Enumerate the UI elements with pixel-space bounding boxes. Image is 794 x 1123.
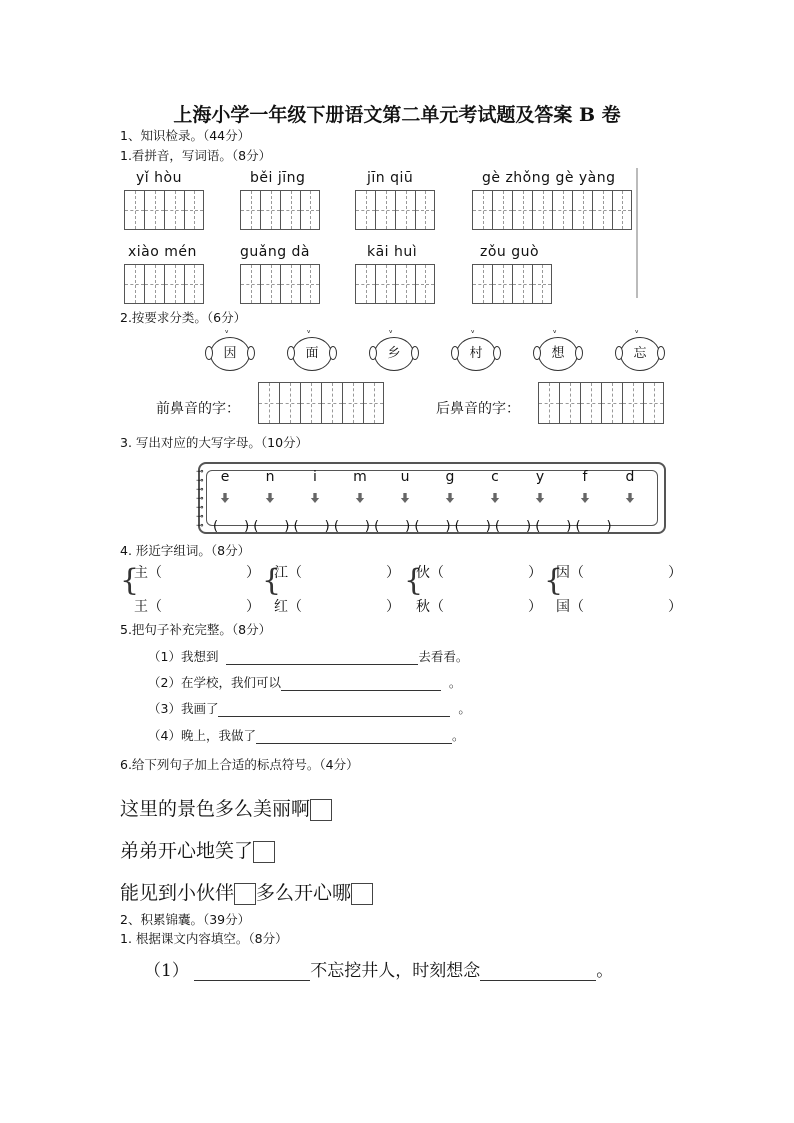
down-arrow-icon [355, 493, 365, 503]
sentence-3: （3）我画了 。 [148, 701, 471, 716]
pair-3b[interactable]: 秋（ ） [416, 599, 542, 615]
pair-1b[interactable]: 王（ ） [134, 599, 260, 615]
punct-box-2[interactable] [253, 841, 275, 863]
punct-box-3[interactable] [234, 883, 256, 905]
punct-sentence-1: 这里的景色多么美丽啊 [120, 794, 332, 821]
q1-heading: 1.看拼音，写词语。（8分） [120, 148, 272, 163]
writing-grid[interactable] [355, 190, 435, 230]
letter-y: y [535, 469, 545, 485]
fill-blank-1[interactable] [194, 962, 310, 981]
word-item-6 [240, 244, 320, 304]
brace-4: { [544, 563, 564, 598]
letter-m: m [353, 469, 367, 485]
pinyin: gè zhǒng gè yàng [482, 170, 616, 186]
letter-board-inner [206, 469, 658, 534]
fill-sentence-1: （1） 不忘挖井人，时刻想念 。 [144, 961, 614, 981]
blank-4[interactable] [256, 729, 452, 744]
char-face-4: ᵛ 村 [456, 337, 496, 371]
writing-grid[interactable] [240, 264, 320, 304]
pinyin: xiào mén [128, 244, 197, 260]
q5-heading: 5.把句子补充完整。（8分） [120, 622, 272, 637]
blank-1[interactable] [226, 650, 418, 665]
pinyin: yǐ hòu [136, 170, 182, 186]
down-arrow-icon [490, 493, 500, 503]
down-arrow-icon [310, 493, 320, 503]
pinyin: zǒu guò [480, 244, 540, 260]
char-face-6: ᵛ 忘 [620, 337, 660, 371]
letter-u: u [400, 469, 410, 485]
pinyin: jīn qiū [367, 170, 414, 186]
brace-1: { [120, 563, 140, 598]
section1-heading: 1、知识检录。（44分） [120, 128, 251, 143]
writing-grid[interactable] [472, 190, 632, 230]
q2-heading: 2.按要求分类。（6分） [120, 310, 247, 325]
back-nasal-label: 后鼻音的字： [436, 401, 520, 417]
pinyin: běi jīng [250, 170, 306, 186]
char-face-1: ᵛ 因 [210, 337, 250, 371]
spiral-binding: ⊸ ⊸ ⊸ ⊸ ⊸ ⊸ ⊸ [196, 467, 204, 531]
letter-f: f [582, 469, 588, 485]
word-item-1 [124, 170, 204, 230]
front-nasal-label: 前鼻音的字： [156, 401, 240, 417]
char-face-5: ᵛ 想 [538, 337, 578, 371]
pinyin: kāi huì [367, 244, 418, 260]
punct-box-1[interactable] [310, 799, 332, 821]
answer-parens[interactable]: ( ) ( ) ( ) ( ) ( ) ( ) ( ) ( ) ( ) ( ) [213, 519, 612, 534]
pair-3a[interactable]: 伙（ ） [416, 565, 542, 581]
page-edge-mark [636, 168, 638, 298]
char-face-2: ᵛ 面 [292, 337, 332, 371]
pair-2a[interactable]: 江（ ） [274, 565, 400, 581]
down-arrow-icon [625, 493, 635, 503]
word-item-7 [355, 244, 435, 304]
punct-box-4[interactable] [351, 883, 373, 905]
punct-sentence-3: 能见到小伙伴 多么开心哪 [120, 878, 373, 905]
letter-n: n [265, 469, 275, 485]
word-item-3 [355, 170, 435, 230]
down-arrow-icon [220, 493, 230, 503]
word-item-5 [124, 244, 204, 304]
sentence-1: （1）我想到 去看看。 [148, 649, 469, 664]
pinyin: guǎng dà [240, 244, 311, 260]
writing-grid[interactable] [355, 264, 435, 304]
char-face-3: ᵛ 乡 [374, 337, 414, 371]
writing-grid[interactable] [124, 190, 204, 230]
sentence-2: （2）在学校，我们可以 。 [148, 675, 462, 690]
blank-2[interactable] [281, 676, 441, 691]
q7-heading: 1. 根据课文内容填空。（8分） [120, 931, 288, 946]
fill-blank-2[interactable] [480, 962, 596, 981]
sentence-4: （4）晚上，我做了 。 [148, 728, 465, 743]
pair-1a[interactable]: 主（ ） [134, 565, 260, 581]
writing-grid[interactable] [472, 264, 552, 304]
blank-3[interactable] [218, 702, 450, 717]
q4-heading: 4. 形近字组词。（8分） [120, 543, 251, 558]
writing-grid[interactable] [240, 190, 320, 230]
brace-2: { [262, 563, 282, 598]
letter-d: d [625, 469, 635, 485]
section2-heading: 2、积累锦囊。（39分） [120, 912, 251, 927]
letter-c: c [491, 469, 499, 485]
letter-board [198, 462, 666, 534]
back-nasal-grid[interactable] [538, 382, 664, 424]
down-arrow-icon [265, 493, 275, 503]
writing-grid[interactable] [124, 264, 204, 304]
pair-2b[interactable]: 红（ ） [274, 599, 400, 615]
pair-4a[interactable]: 因（ ） [556, 565, 682, 581]
q3-heading: 3. 写出对应的大写字母。（10分） [120, 435, 309, 450]
down-arrow-icon [400, 493, 410, 503]
letter-i: i [313, 469, 317, 485]
letter-e: e [220, 469, 230, 485]
front-nasal-grid[interactable] [258, 382, 384, 424]
down-arrow-icon [535, 493, 545, 503]
word-item-2 [240, 170, 320, 230]
q6-heading: 6.给下列句子加上合适的标点符号。（4分） [120, 757, 359, 772]
brace-3: { [404, 563, 424, 598]
word-item-4 [472, 170, 632, 230]
page-title: 上海小学一年级下册语文第二单元考试题及答案 B 卷 [173, 104, 621, 126]
punct-sentence-2: 弟弟开心地笑了 [120, 836, 275, 863]
word-item-8 [472, 244, 552, 304]
down-arrow-icon [580, 493, 590, 503]
letter-g: g [445, 469, 455, 485]
pair-4b[interactable]: 国（ ） [556, 599, 682, 615]
down-arrow-icon [445, 493, 455, 503]
